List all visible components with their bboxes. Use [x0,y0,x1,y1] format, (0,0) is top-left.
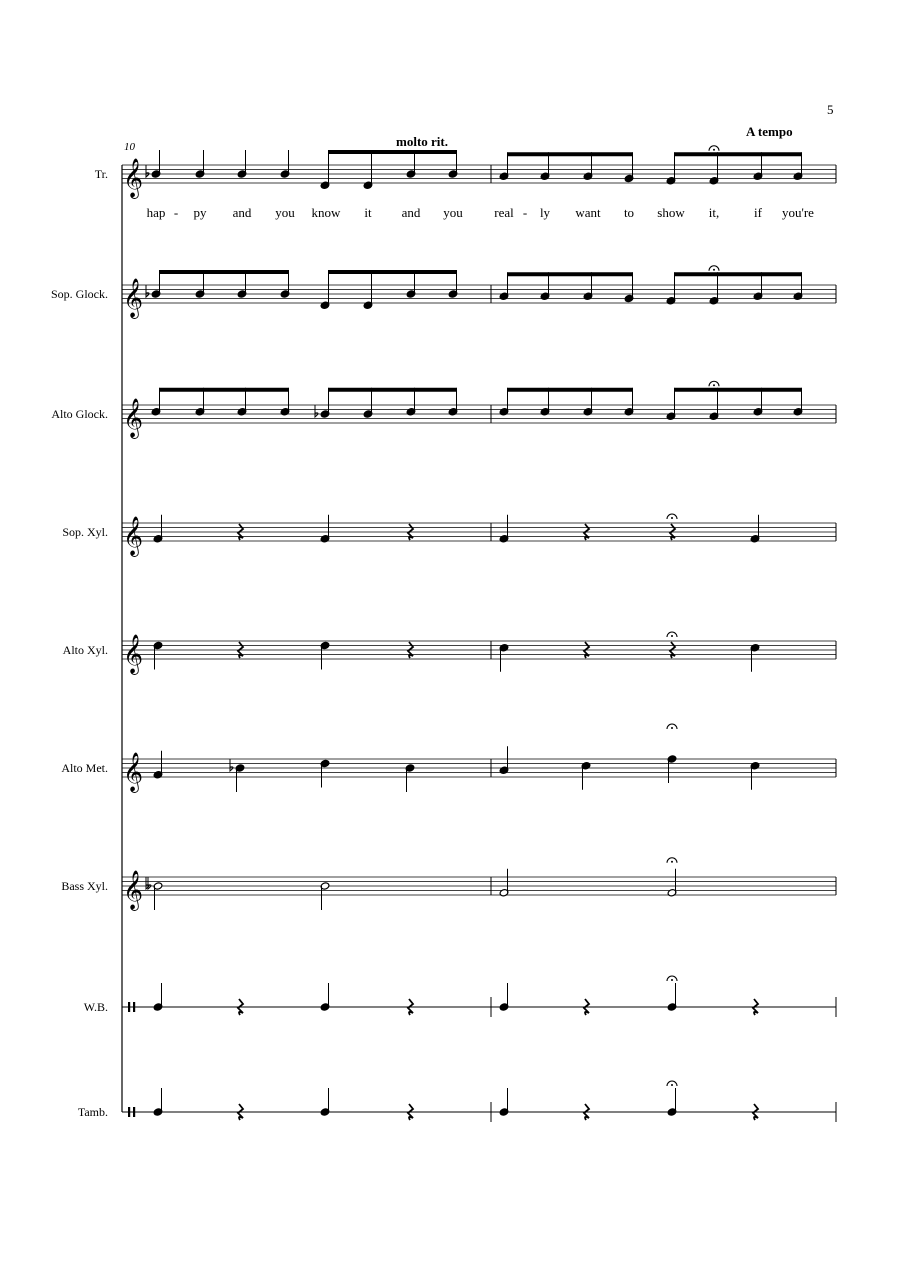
fermata-dot [671,979,673,981]
lyric-syllable: you [275,205,295,220]
beam [160,388,289,392]
treble-clef: 𝄞 [123,280,144,317]
treble-clef: 𝄞 [123,518,144,555]
lyric-syllable: you're [782,205,814,220]
staff-label: Tamb. [77,1105,108,1119]
lyric-syllable: it [364,205,372,220]
lyric-syllable: real [494,205,514,220]
staff-label: Tr. [94,167,108,181]
lyric-syllable: hap [146,205,166,220]
staff-w-b [84,976,836,1017]
staff-label: Alto Met. [61,761,108,775]
beam [675,152,802,156]
fermata-dot [713,149,715,151]
flat-sign [146,285,149,297]
staff-sop-glock [51,266,836,319]
flat-sign [146,165,149,177]
staff-bass-xyl [61,858,836,911]
fermata-dot [671,727,673,729]
measure-number: 10 [124,141,135,153]
lyric-syllable: to [623,205,635,220]
staff-label: Alto Xyl. [62,643,108,657]
staff-tamb [78,1081,836,1122]
beam [675,272,802,276]
percussion-clef [133,1107,135,1117]
lyric-syllable: it, [708,205,720,220]
fermata-dot [713,269,715,271]
staff-label: Bass Xyl. [61,879,108,893]
beam [508,388,633,392]
beam [329,388,457,392]
beam [329,150,457,154]
staff-tr [95,146,836,220]
fermata-dot [671,1084,673,1086]
staff-label: Sop. Xyl. [62,525,108,539]
treble-clef: 𝄞 [123,400,144,437]
fermata-dot [713,384,715,386]
lyric-syllable: and [232,205,252,220]
staff-label: Alto Glock. [51,407,108,421]
page-number: 5 [827,102,834,117]
treble-clef: 𝄞 [123,754,144,791]
lyric-syllable: - [522,205,528,220]
lyric-syllable: you [443,205,463,220]
flat-sign [148,877,151,889]
staff-sop-xyl [62,514,836,557]
tempo-molto-rit: molto rit. [396,134,448,149]
fermata-dot [671,635,673,637]
flat-sign [230,759,233,771]
percussion-clef [128,1002,130,1012]
flat-sign [315,405,318,417]
lyric-syllable: show [657,205,685,220]
percussion-clef [128,1107,130,1117]
lyric-syllable: if [754,205,762,220]
treble-clef: 𝄞 [123,872,144,909]
lyric-syllable: ly [539,205,551,220]
beam [508,272,633,276]
fermata-dot [671,517,673,519]
beam [675,388,802,392]
percussion-clef [133,1002,135,1012]
staff-alto-met [61,724,836,793]
staff-alto-glock [51,381,836,439]
fermata-dot [671,861,673,863]
staff-label: W.B. [83,1000,108,1014]
staff-label: Sop. Glock. [51,287,108,301]
lyric-syllable: - [173,205,179,220]
beam [160,270,289,274]
lyric-syllable: know [311,205,341,220]
treble-clef: 𝄞 [123,160,144,197]
lyric-syllable: want [575,205,601,220]
lyric-syllable: py [193,205,207,220]
treble-clef: 𝄞 [123,636,144,673]
beam [508,152,633,156]
staff-alto-xyl [63,632,836,675]
beam [329,270,457,274]
lyric-syllable: and [401,205,421,220]
tempo-a-tempo: A tempo [746,124,793,139]
